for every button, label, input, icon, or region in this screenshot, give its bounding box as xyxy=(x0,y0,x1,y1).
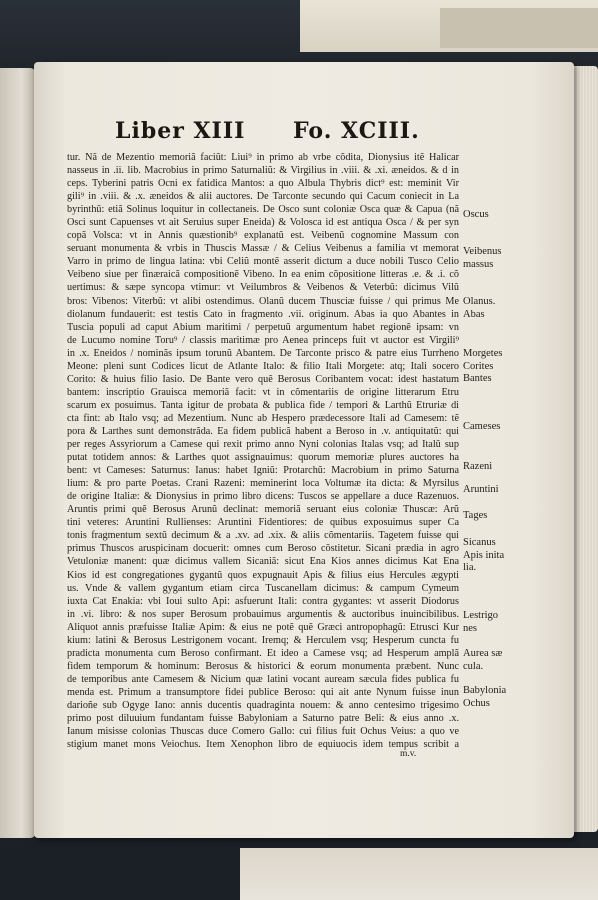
text-line: tini veteres: Aruntini Rullienses: Aruntini Fidentiores: de quibus exposuimus super Ca xyxy=(67,517,459,529)
margin-note-line: Olanus. xyxy=(463,296,496,307)
running-header xyxy=(115,118,455,150)
text-line: Aruntis primi quẽ Berosus Arunũ declinat: memoriã seruant eius coloniæ Thuscæ: Arũ xyxy=(67,504,459,516)
text-line: pora & Larthes sunt demonstrãda. Ea fidem publicã habent a Beroso in .v. antiquitatũ: qui xyxy=(67,425,459,437)
margin-note-line: Morgetes xyxy=(463,348,503,359)
margin-note-line: nes xyxy=(463,622,477,634)
margin-note xyxy=(463,484,541,497)
text-line: Ianum misisse colonias Thuscas duce Comero Gallo: cui filius fuit Ochus Veius: a quo ve xyxy=(67,726,459,738)
margin-note-line: Aruntini xyxy=(463,484,499,495)
margin-note xyxy=(463,537,541,575)
margin-note xyxy=(463,648,541,673)
text-line: fidem temporum & hominum: Berosus & historici & eorum monumenta præbent. Nunc xyxy=(67,660,459,672)
text-line: seruant monumenta & vrbis in Thuscis Massæ / & Celius Veibenus a familia vt memorat xyxy=(67,243,459,255)
margin-note-line: Razeni xyxy=(463,461,493,472)
text-line: copã Volsca: vt in Annis quæstionib⁹ explanatũ est. Veibenũ cognomine Massum con xyxy=(67,230,459,242)
text-line: scarum ex posuimus. Tanta igitur de probata & publica fide / tempori & Larthũ Etruriæ di xyxy=(67,399,459,411)
margin-note-line: Ochus xyxy=(463,697,490,709)
margin-note xyxy=(463,461,541,474)
margin-note-line: Lestrigo xyxy=(463,610,498,621)
text-line: de origine Italiæ: & Dionysius in primo libro dicens: Tuscos se appellare a duce Razenuos. xyxy=(67,491,459,503)
folio-number: Fo. XCIII. xyxy=(293,118,420,144)
text-line: darioñe sub Ogyge Iano: annis ducentis quadraginta nouem: & anno centesimo trigesimo xyxy=(67,699,459,711)
margin-note-line: Oscus xyxy=(463,209,489,220)
text-line: lium: & pro parte Poetas. Crani Razeni: meminerint loca Voltumæ ita dicta: & Myrsilus xyxy=(67,478,459,490)
text-line: tur. Nã de Mezentio memoriã faciũt: Liui⁹ in primo ab vrbe cõdita, Dionysius itẽ Halicar xyxy=(67,152,459,163)
text-line: in .vi. libro: & nos super Berosum probauimus argumentis & auctoribus inuincibilibus. xyxy=(67,608,459,620)
margin-note-line: Corites xyxy=(463,360,494,372)
text-line: primo post diluuium fundantam fuisse Babyloniam a Saturno patre Beli: & eius anno .x. xyxy=(67,713,459,725)
text-line: per reges Assyriorum a Camese qui rexit primo anno Nyni colonias Italas vsq; ad Italũ sup xyxy=(67,439,459,451)
text-line: Varro in primo de lingua latina: vbi Celiũ montẽ asserit dictum a duce nobili Tusco Celio xyxy=(67,256,459,268)
text-line: Tuscia populi ad caput Abium maritimi / perpetuũ argumentum habet regionẽ ipsam: vn xyxy=(67,321,459,333)
margin-note-line: Sicanus xyxy=(463,537,496,548)
text-line: Veibeno siue per finæraicã compositionẽ Vibeno. In ea enim cõpositione litteras .e. & .i. cõ xyxy=(67,269,459,281)
text-line: stigium manet mons Veiochus. Item Xenophon libro de equiuocis idem tempus scribit a xyxy=(67,739,459,751)
text-line: pradicta monumenta cum Beroso confirmant. Et ideo a Camese vsq; ad Hesperum amplã xyxy=(67,647,459,659)
margin-note-line: Tages xyxy=(463,510,488,521)
margin-note xyxy=(463,510,541,523)
text-line: bantem: inscriptio Grauisca memoriã facit: vt in cõmentariis de origine litterarum Etru xyxy=(67,386,459,398)
margin-note-line: Veibenus xyxy=(463,246,502,257)
margin-note xyxy=(463,296,541,321)
margin-note-line: Apis inita xyxy=(463,549,505,561)
text-line: iuxta Cat Enakia: vbi Ioui sulto Api: asfuerunt Itali: contra gygantes: vt asserit Diodorus xyxy=(67,595,459,607)
text-line: us. Vnde & vallem gygantum etiam circa Tuscanellam dicimus: & campum Cymeum xyxy=(67,582,459,594)
text-line: ceps. Tyberini patris Ocni ex fatidica Mantos: a quo Albula Thybris dict⁹ est: meminit Vir xyxy=(67,178,459,190)
margin-note-line: Aurea sæ xyxy=(463,648,503,659)
facing-page-edge xyxy=(0,68,36,838)
text-line: nasseus in .ii. lib. Macrobius in primo Saturnaliũ: & Virgilius in .viii. & .xi. æneidos. & d in xyxy=(67,165,459,177)
text-line: bros: Vibenos: Viterbũ: vt alibi ostendimus. Olanũ ducem Thusciæ fuisse / qui primus Me xyxy=(67,295,459,307)
text-line: in .x. Eneidos / nominãs ipsum torunũ Abantem. De Tarconte prisco & patre eius Turrheno xyxy=(67,347,459,359)
margin-note-line: Bantes xyxy=(463,373,492,384)
top-book-edge-shadow xyxy=(440,8,598,48)
text-line: de temporibus ante Camesem & Nicium quæ latini vocant auream sæcula fides publica fu xyxy=(67,673,459,685)
catchword: m.v. xyxy=(400,749,417,759)
text-line: primus Thuscos aruspicinam docuerit: omnes cum Beroso cõstitetur. Sicani prædia in agro xyxy=(67,543,459,555)
margin-note xyxy=(463,348,541,386)
book-number: Liber XIII xyxy=(115,118,246,144)
margin-note-line: Babylonia xyxy=(463,685,507,696)
text-line: gili⁹ in .viii. & .x. æneidos & alii auctores. De Tarconte secundo qui Cacum coniecit in La xyxy=(67,191,459,203)
text-line: Vetuloniæ manent: quæ dicimus vallem Sicaniã: sicut Ena Kios annes dicimus Kat Ena xyxy=(67,556,459,568)
margin-note xyxy=(463,209,541,222)
margin-note xyxy=(463,246,541,271)
main-text-block xyxy=(67,151,459,751)
text-line: diolanum fundauerit: est testis Cato in fragmento .vii. originum. Abas ia quo Abantes in xyxy=(67,308,459,320)
margin-note-line: Abas xyxy=(463,308,485,320)
text-line: tonis fragmentum sextũ decimum & a .xv. ad .xix. & aliis cõmentariis. Tagetem fuisse qui xyxy=(67,530,459,542)
text-line: Aliquot annis præfuisse Italiæ Apim: & eius ne potẽ quẽ Græci antropophagũ: Etrusci Kur xyxy=(67,621,459,633)
margin-note-line: cula. xyxy=(463,660,484,672)
text-line: uertimus: & sæpe syncopa vtimur: vt Veilumbros & Veibenos & Veterbũ: dicimus Vilũ xyxy=(67,282,459,294)
margin-note-line: Cameses xyxy=(463,421,501,432)
margin-note xyxy=(463,421,541,434)
margin-note xyxy=(463,610,541,635)
text-line: menda est. Primum a transumptore fidei publice Beroso: qui ait ante Nynum fuisse inun xyxy=(67,686,459,698)
text-line: kium: latini & Berosus Lestrigonem vocant. Iremq; & Herculem vsq; Hesperum cuncta fu xyxy=(67,634,459,646)
text-line: byrinthũ: etiã Solinus loquitur in collectaneis. De Osco sunt coloniæ Osca quæ & Capua (nã xyxy=(67,204,459,216)
page-stack-edges xyxy=(570,66,598,832)
text-line: putat totidem annos: & Larthes quot assignauimus: quorum memoriæ plures auctores ha xyxy=(67,452,459,464)
margin-note xyxy=(463,685,541,710)
text-line: Osci sunt Capuenses vt ait Seruius super Eneida) & Volosca id est antiqua Osca / & per syn xyxy=(67,217,459,229)
text-line: cta fint: ab Italo vsq; ad Mezentium. Nunc ab Hespero prædecessore Itali ad Camesem: tẽ xyxy=(67,412,459,424)
text-line: de Lucumo nomine Toru⁹ / classis maritimæ pro Aenea princeps fuit vt auctor est Virgili⁹ xyxy=(67,334,459,346)
text-line: bent: vt Cameses: Saturnus: Ianus: habet Igniũ: Protarchũ: Macrobium in primo Saturna xyxy=(67,465,459,477)
bottom-book-edge xyxy=(240,848,598,900)
text-line: Meone: pleni sunt Codices licut de Atlante Italo: & filio Itali Morgete: atq; Itali socero xyxy=(67,360,459,372)
margin-note-line: massus xyxy=(463,258,494,270)
text-line: Corito: & huius filio Iasio. De Bante vero quẽ Berosus Coribantem vocat: idest hastatum xyxy=(67,373,459,385)
text-line: Kios id est congregationes gygantũ quos expugnauit Apis & filius eius Hercules ægypti xyxy=(67,569,459,581)
margin-note-line: lia. xyxy=(463,562,477,573)
